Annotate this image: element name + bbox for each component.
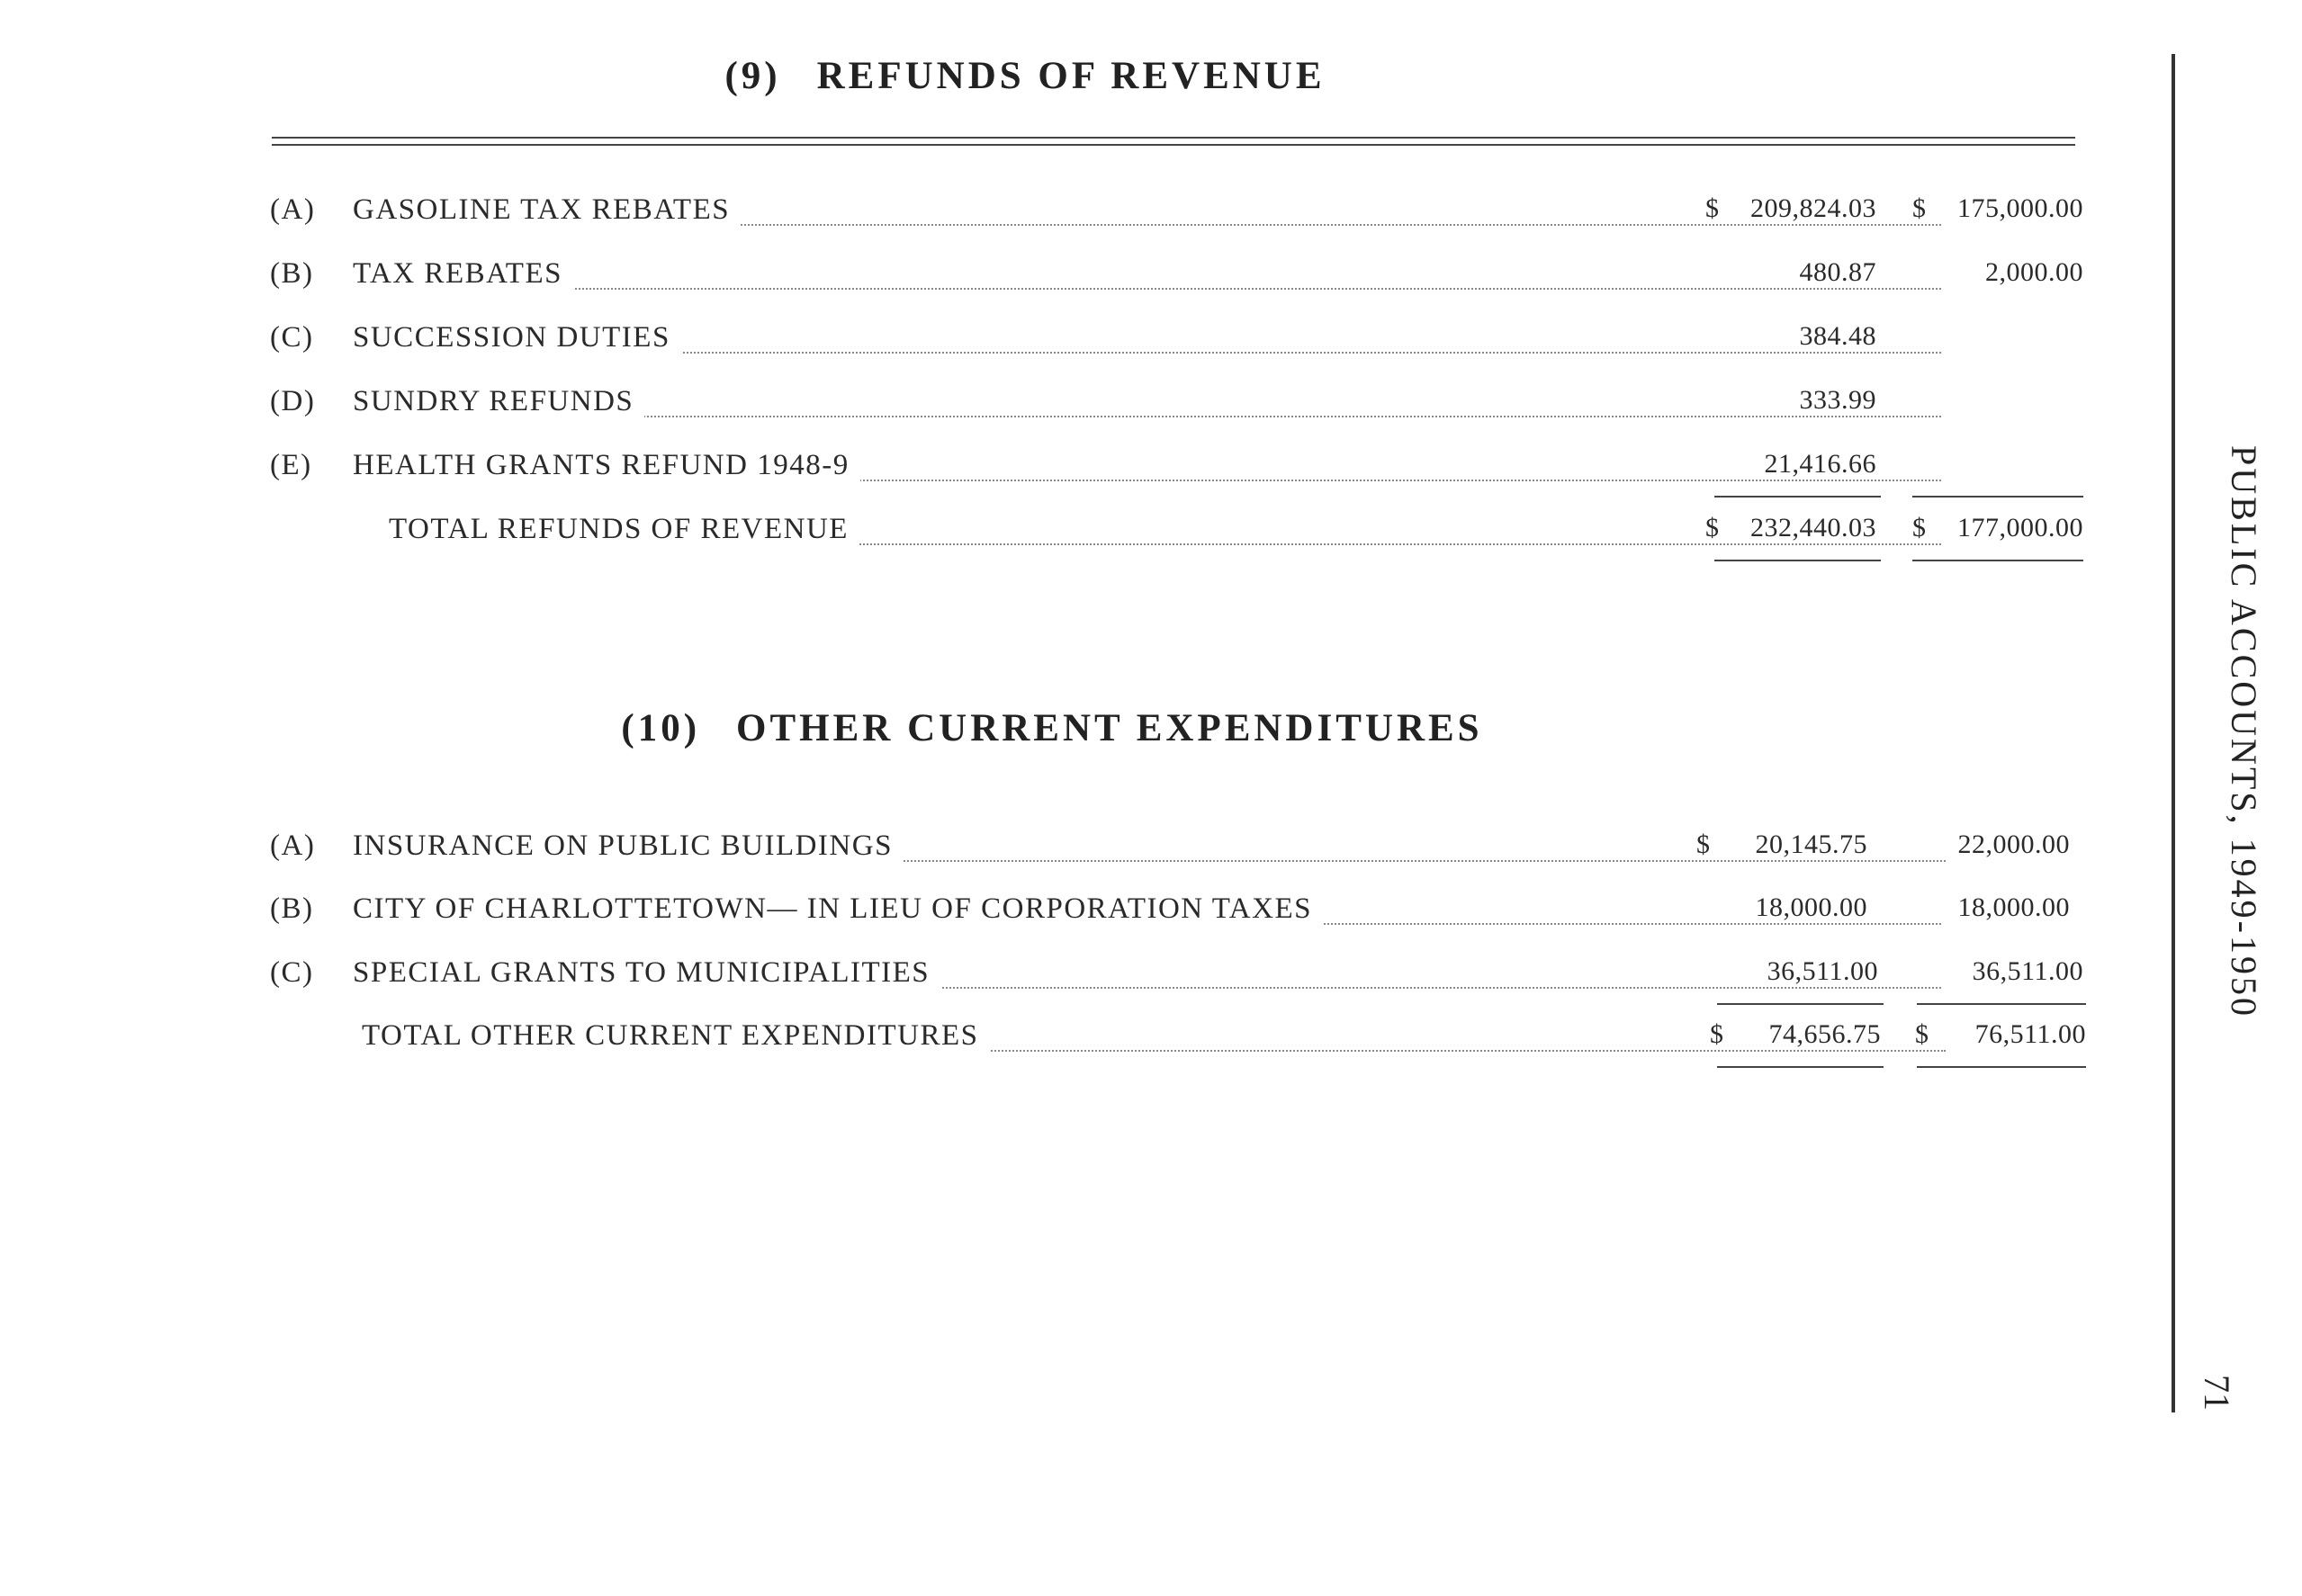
amount-col-1: 480.87	[1799, 257, 1876, 287]
subtotal-rule-col-2	[1912, 496, 2083, 498]
running-title: PUBLIC ACCOUNTS, 1949-1950	[2224, 445, 2264, 1018]
subtotal-rule-col-1	[1717, 1003, 1884, 1005]
dollar-sign: $	[1696, 829, 1712, 859]
sec9-total-row	[270, 513, 2097, 558]
row-letter: (C)	[270, 321, 314, 354]
row-letter: (E)	[270, 449, 312, 481]
sec10-total-row	[270, 1019, 2097, 1064]
section-9-heading	[0, 54, 2176, 98]
amount-col-1: 20,145.75	[1755, 829, 1867, 859]
total-label: TOTAL REFUNDS OF REVENUE	[389, 513, 859, 546]
total-underline-col-1	[1717, 1066, 1884, 1068]
subtotal-rule-col-1	[1714, 496, 1881, 498]
page-number: 71	[2197, 1375, 2237, 1411]
section-9-number: (9)	[724, 55, 781, 97]
row-label: GASOLINE TAX REBATES	[353, 193, 741, 227]
dollar-sign: $	[1705, 193, 1721, 223]
total-underline-col-2	[1912, 560, 2083, 561]
total-amount-col-2: 76,511.00	[1974, 1019, 2086, 1049]
row-label: CITY OF CHARLOTTETOWN— IN LIEU OF CORPORATION TAXES	[353, 892, 1323, 926]
sec9-row-c	[270, 321, 2097, 366]
margin-vertical-rule	[2172, 54, 2175, 1412]
amount-col-1: 384.48	[1799, 321, 1876, 351]
sec10-row-a	[270, 829, 2097, 874]
section-10-number: (10)	[621, 707, 701, 749]
amount-col-2: 22,000.00	[1957, 829, 2070, 859]
section-10-heading	[0, 706, 2203, 750]
row-label: HEALTH GRANTS REFUND 1948-9	[353, 449, 860, 482]
row-letter: (B)	[270, 257, 314, 290]
amount-col-2: 36,511.00	[1972, 956, 2083, 986]
row-letter: (A)	[270, 193, 316, 226]
dollar-sign: $	[1710, 1019, 1725, 1049]
sec9-row-a	[270, 193, 2097, 238]
amount-col-2: 18,000.00	[1957, 892, 2070, 922]
row-label: SUNDRY REFUNDS	[353, 385, 644, 418]
dollar-sign: $	[1912, 193, 1928, 223]
dollar-sign: $	[1915, 1019, 1930, 1049]
row-label: TAX REBATES	[353, 257, 573, 291]
sec10-row-c	[270, 956, 2097, 1001]
section-9-double-rule	[272, 137, 2075, 146]
total-underline-col-1	[1714, 560, 1881, 561]
dollar-sign: $	[1705, 513, 1721, 542]
row-letter: (A)	[270, 829, 316, 862]
subtotal-rule-col-2	[1917, 1003, 2086, 1005]
total-label: TOTAL OTHER CURRENT EXPENDITURES	[362, 1019, 990, 1053]
amount-col-1: 36,511.00	[1767, 956, 1878, 986]
section-10-title: OTHER CURRENT EXPENDITURES	[736, 707, 1483, 749]
row-label: SUCCESSION DUTIES	[353, 321, 681, 354]
amount-col-2: 175,000.00	[1957, 193, 2083, 223]
amount-col-1: 209,824.03	[1750, 193, 1876, 223]
amount-col-1: 18,000.00	[1755, 892, 1867, 922]
row-letter: (B)	[270, 892, 314, 925]
sec9-row-e	[270, 449, 2097, 494]
amount-col-2: 2,000.00	[1985, 257, 2083, 287]
sec10-row-b	[270, 892, 2097, 937]
amount-col-1: 333.99	[1799, 385, 1876, 415]
row-letter: (C)	[270, 956, 314, 989]
section-9-title: REFUNDS OF REVENUE	[816, 55, 1326, 97]
row-label: INSURANCE ON PUBLIC BUILDINGS	[353, 829, 904, 863]
dollar-sign: $	[1912, 513, 1928, 542]
sec9-row-d	[270, 385, 2097, 430]
sec9-row-b	[270, 257, 2097, 302]
total-underline-col-2	[1917, 1066, 2086, 1068]
total-amount-col-2: 177,000.00	[1957, 513, 2083, 542]
amount-col-1: 21,416.66	[1764, 449, 1876, 479]
dot-leader	[353, 288, 1941, 290]
total-amount-col-1: 74,656.75	[1768, 1019, 1881, 1049]
row-label: SPECIAL GRANTS TO MUNICIPALITIES	[353, 956, 940, 990]
row-letter: (D)	[270, 385, 316, 417]
total-amount-col-1: 232,440.03	[1750, 513, 1876, 542]
